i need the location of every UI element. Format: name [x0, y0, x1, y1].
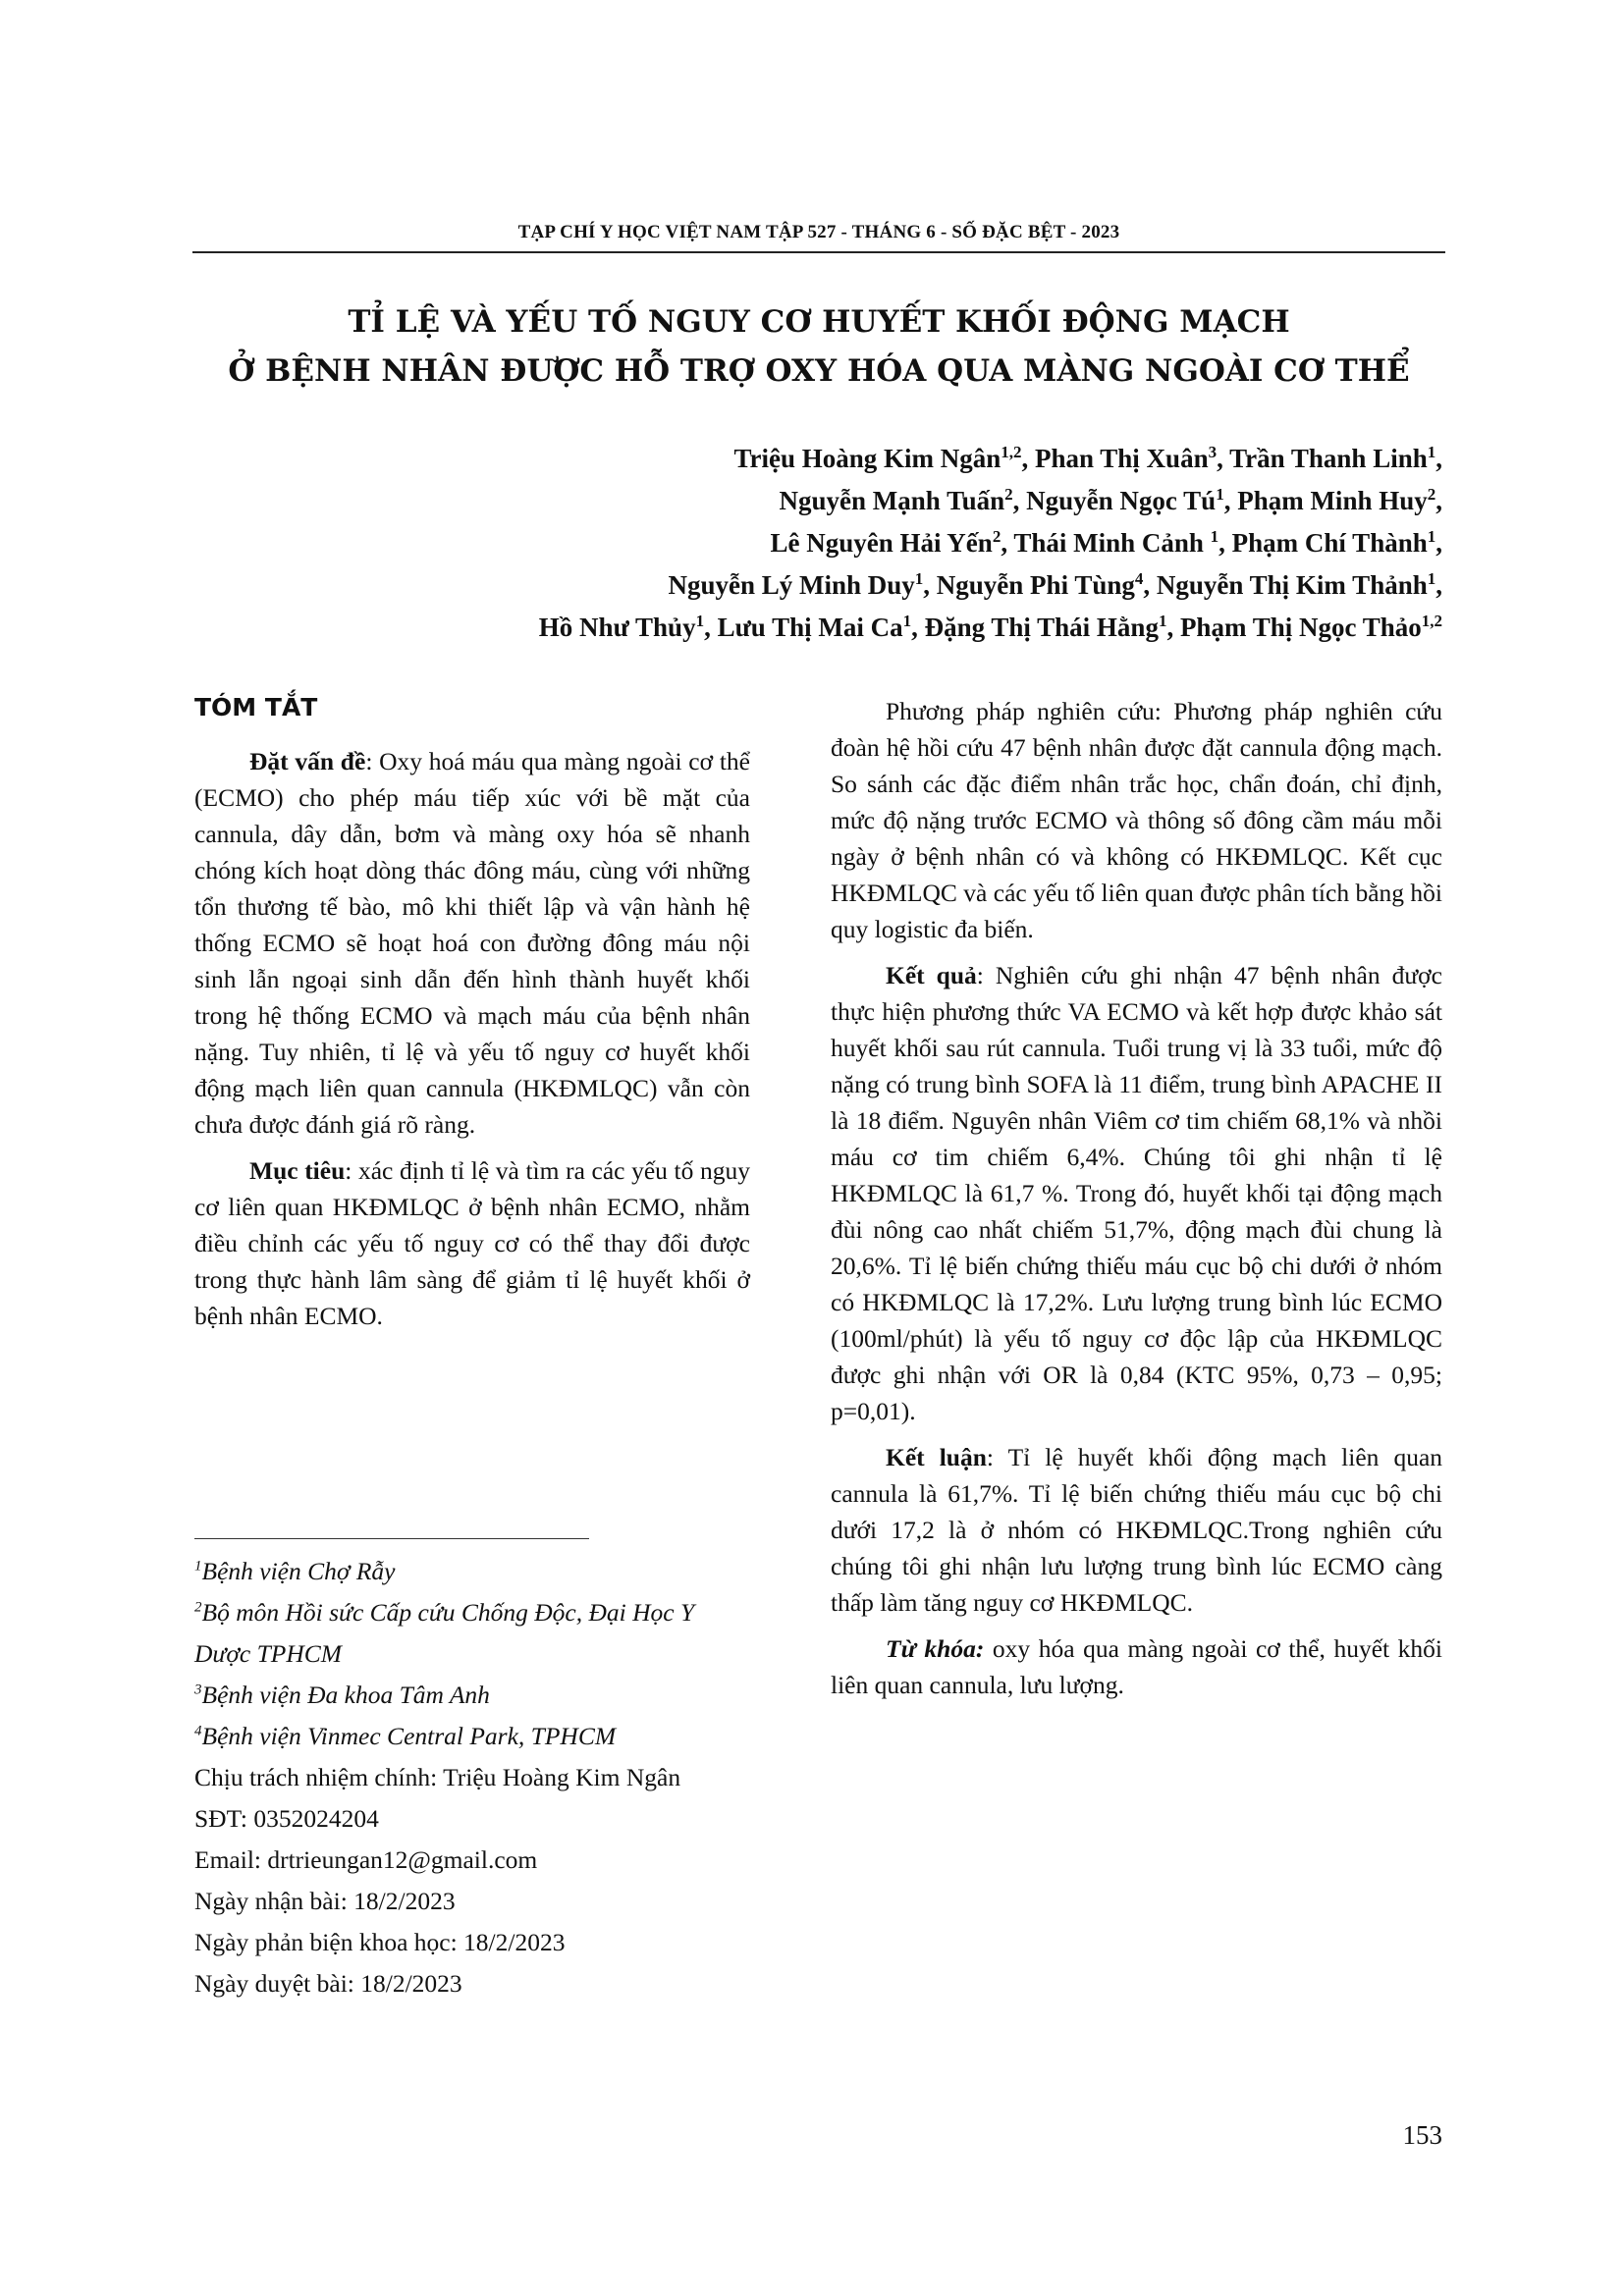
- affiliation-note: $^1$Bệnh viện Chợ Rẫy: [194, 1557, 396, 1585]
- author-affiliation: 1: [1427, 569, 1436, 588]
- objective-lead: Mục tiêu: [249, 1156, 346, 1185]
- background-text: : Oxy hoá máu qua màng ngoài cơ thể (ECMO) cho phép máu tiếp xúc với bề mặt của cannula, dây dẫn, bơm và màng oxy hóa sẽ nhanh chóng kích hoạt dòng thác đông máu, cùng với những tổn thương tế bào, mô khi thiết lập và vận hành hệ thống ECMO sẽ hoạt hoá con đường đông máu nội sinh lẫn ngoại sinh dẫn đến hình thành huyết khối trong hệ thống ECMO và mạch máu của bệnh nhân nặng. Tuy nhiên, tỉ lệ và yếu tố nguy cơ huyết khối động mạch liên quan cannula (HKĐMLQC) vẫn còn chưa được đánh giá rõ ràng.: [194, 747, 750, 1139]
- author-affiliation: 1: [695, 612, 705, 630]
- article-title-line-2: Ở BỆNH NHÂN ĐƯỢC HỖ TRỢ OXY HÓA QUA MÀNG NGOÀI CƠ THỂ: [228, 353, 1410, 389]
- abstract-results: [831, 957, 1442, 1429]
- conclusion-text: : Tỉ lệ huyết khối động mạch liên quan cannula là 61,7%. Tỉ lệ biến chứng thiếu máu cục bộ chi dưới 17,2 là ở nhóm có HKĐMLQC.Trong nghiên cứu chúng tôi ghi nhận lưu lượng trung bình lúc ECMO càng thấp làm tăng nguy cơ HKĐMLQC.: [831, 1443, 1443, 1617]
- author-name: Nguyễn Phi Tùng: [936, 570, 1135, 600]
- author-name: Triệu Hoàng Kim Ngân: [733, 444, 1001, 473]
- author-affiliation: 1: [914, 569, 924, 588]
- received-date: Ngày nhận bài: 18/2/2023: [194, 1887, 456, 1915]
- author-affiliation: 2: [1004, 485, 1013, 504]
- abstract-objective: [194, 1152, 750, 1334]
- abstract-conclusion: [831, 1439, 1442, 1621]
- author-name: Hồ Như Thủy: [538, 613, 696, 642]
- accepted-date: Ngày duyệt bài: 18/2/2023: [194, 1969, 462, 1998]
- keywords-lead: Từ khóa:: [886, 1634, 985, 1663]
- objective-text: : xác định tỉ lệ và tìm ra các yếu tố nguy cơ liên quan HKĐMLQC ở bệnh nhân ECMO, nhằm điều chỉnh các yếu tố nguy cơ có thể thay đổi được trong thực hành lâm sàng để giảm tỉ lệ huyết khối ở bệnh nhân ECMO.: [194, 1156, 750, 1330]
- author-name: Thái Minh Cảnh: [1013, 528, 1211, 558]
- left-column: [194, 693, 750, 1344]
- author-name: Phạm Thị Ngọc Thảo: [1179, 613, 1422, 642]
- author-name: Phạm Minh Huy: [1237, 486, 1428, 515]
- corresponding-author: Chịu trách nhiệm chính: Triệu Hoàng Kim Ngân: [194, 1763, 681, 1791]
- author-name: Nguyễn Mạnh Tuấn: [779, 486, 1005, 515]
- author-affiliation: 1,2: [1001, 443, 1022, 461]
- conclusion-lead: Kết luận: [886, 1443, 987, 1471]
- author-affiliation: 4: [1134, 569, 1144, 588]
- phone-number: SĐT: 0352024204: [194, 1804, 379, 1833]
- author-affiliation: 1: [1427, 443, 1436, 461]
- author-affiliation: 3: [1208, 443, 1218, 461]
- author-affiliation: 1: [1427, 527, 1436, 546]
- affiliation-note: $^3$Bệnh viện Đa khoa Tâm Anh: [194, 1681, 490, 1709]
- author-affiliation: 1,2: [1421, 612, 1442, 630]
- author-name: Lưu Thị Mai Ca: [717, 613, 903, 642]
- results-lead: Kết quả: [886, 961, 977, 989]
- header-rule: [192, 251, 1445, 253]
- affiliation-note: $^2$Bộ môn Hồi sức Cấp cứu Chống Độc, Đại Học Y Dược TPHCM: [194, 1598, 695, 1668]
- author-line: Nguyễn Mạnh Tuấn$^2$, Nguyễn Ngọc $Tú^1$, Phạm Minh Huy$^2$,: [779, 485, 1442, 515]
- author-name: Nguyễn Thị Kim Thảnh: [1156, 570, 1428, 600]
- results-text: : Nghiên cứu ghi nhận 47 bệnh nhân được thực hiện phương thức VA ECMO và kết hợp được khảo sát huyết khối sau rút cannula. Tuổi trung vị là 33 tuổi, mức độ nặng có trung bình SOFA là 11 điểm, trung bình APACHE II là 18 điểm. Nguyên nhân Viêm cơ tim chiếm 68,1% và nhồi máu cơ tim chiếm 6,4%. Chúng tôi ghi nhận tỉ lệ HKĐMLQC là 61,7 %. Trong đó, huyết khối tại động mạch đùi nông cao nhất chiếm 51,7%, động mạch đùi chung là 20,6%. Tỉ lệ biến chứng thiếu máu cục bộ chi dưới ở nhóm có HKĐMLQC là 17,2%. Lưu lượng trung bình lúc ECMO (100ml/phút) là yếu tố nguy cơ độc lập của HKĐMLQC được ghi nhận với OR là 0,84 (KTC 95%, 0,73 – 0,95; p=0,01).: [831, 961, 1442, 1425]
- background-lead: Đặt vấn đề: [249, 747, 366, 775]
- keywords-text: oxy hóa qua màng ngoài cơ thể, huyết khối liên quan cannula, lưu lượng.: [831, 1634, 1443, 1699]
- review-date: Ngày phản biện khoa học: 18/2/2023: [194, 1928, 566, 1956]
- author-line: Lê Nguyên Hải Yến$^2$, Thái Minh Cảnh $^1$, Phạm Chí Thành$^1$,: [770, 527, 1442, 558]
- right-column: [831, 693, 1442, 1713]
- author-affiliation: 1: [902, 612, 912, 630]
- author-affiliation: 1: [1158, 612, 1167, 630]
- footnotes: [194, 1551, 750, 2004]
- author-name: Nguyễn Lý Minh Duy: [668, 570, 915, 600]
- email-address: Email: drtrieungan12@gmail.com: [194, 1845, 538, 1874]
- author-name: Phan Thị Xuân: [1035, 444, 1209, 473]
- author-name: Nguyễn Ngọc Tú: [1026, 486, 1217, 515]
- author-name: Phạm Chí Thành: [1231, 528, 1428, 558]
- article-title: [192, 297, 1445, 396]
- author-name: Trần Thanh Linh: [1229, 444, 1428, 473]
- abstract-methods: Phương pháp nghiên cứu: Phương pháp nghiên cứu đoàn hệ hồi cứu 47 bệnh nhân được đặt cannula động mạch. So sánh các đặc điểm nhân trắc học, chẩn đoán, chỉ định, mức độ nặng trước ECMO và thông số đông cầm máu mỗi ngày ở bệnh nhân có và không có HKĐMLQC. Kết cục HKĐMLQC và các yếu tố liên quan được phân tích bằng hồi quy logistic đa biến.: [831, 697, 1442, 943]
- abstract-heading: TÓM TẮT: [194, 693, 318, 721]
- author-name: Đặng Thị Thái Hằng: [924, 613, 1159, 642]
- abstract-keywords: [831, 1630, 1442, 1703]
- page-number: 153: [1402, 2120, 1442, 2150]
- author-name: Lê Nguyên Hải Yến: [770, 528, 993, 558]
- running-header: TẠP CHÍ Y HỌC VIỆT NAM TẬP 527 - THÁNG 6 - SỐ ĐẶC BỆT - 2023: [517, 222, 1120, 242]
- affiliation-note: $^4$Bệnh viện Vinmec Central Park, TPHCM: [194, 1722, 617, 1750]
- footnote-rule: [194, 1538, 589, 1539]
- author-line: Nguyễn Lý Minh Duy$^1$, Nguyễn Phi Tùng$^4$, Nguyễn Thị Kim Thảnh$^1$,: [668, 569, 1442, 600]
- abstract-background: [194, 743, 750, 1143]
- author-list: [192, 438, 1442, 649]
- author-affiliation: 2: [1427, 485, 1436, 504]
- author-affiliation: 1: [1210, 527, 1219, 546]
- author-affiliation: 2: [992, 527, 1001, 546]
- author-line: Hồ Như Thủy$^1$, Lưu Thị Mai Ca$^1$, Đặng Thị Thái Hằng$^1$, Phạm Thị Ngọc Thảo$^{1,2}$: [538, 612, 1442, 642]
- author-affiliation: 1: [1216, 485, 1224, 504]
- author-line: Triệu Hoàng Kim Ngân$^{1,2}$, Phan Thị Xuân$^3$, Trần Thanh Linh$^1$,: [733, 443, 1442, 473]
- article-title-line-1: TỈ LỆ VÀ YẾU TỐ NGUY CƠ HUYẾT KHỐI ĐỘNG MẠCH: [348, 304, 1290, 340]
